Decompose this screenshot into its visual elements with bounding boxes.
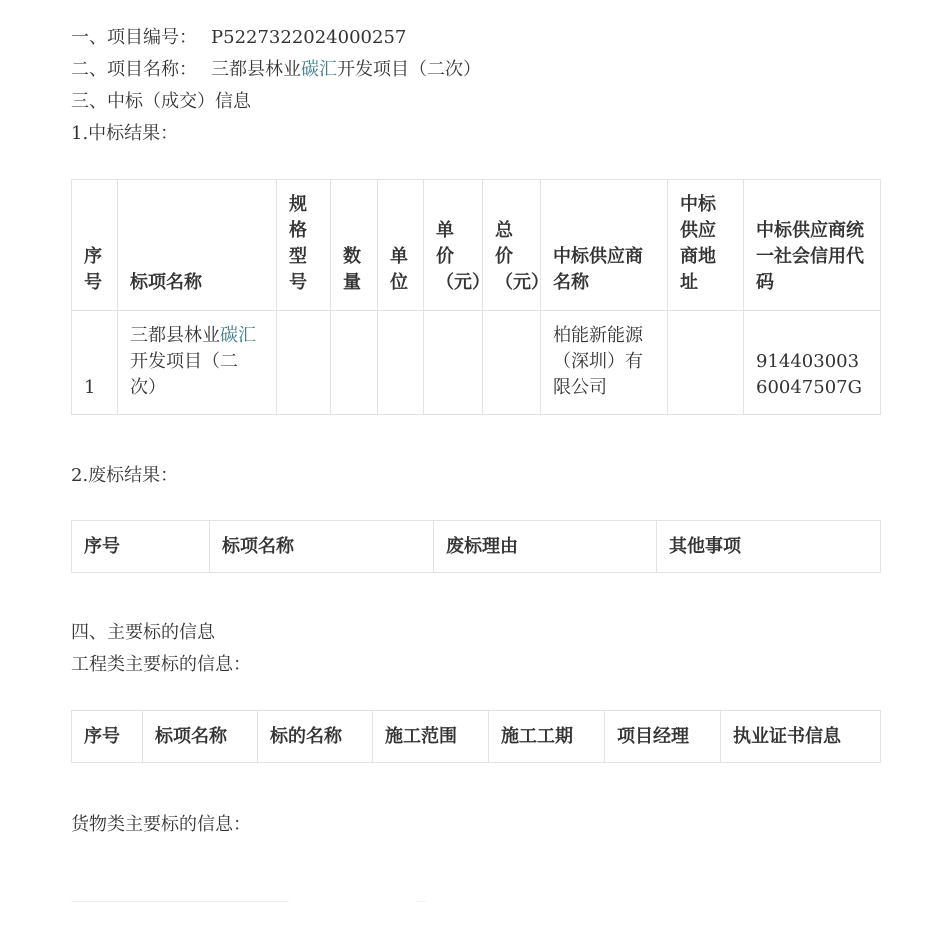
cell-supplier-name: 柏能新能源（深圳）有限公司 <box>541 311 668 415</box>
item-name-highlight: 碳汇 <box>220 325 256 346</box>
header-supplier-address: 中标供应商地址 <box>668 180 744 311</box>
project-number-line <box>71 22 406 54</box>
eng-header-subject-name: 标的名称 <box>258 711 373 763</box>
header-supplier-name: 中标供应商名称 <box>541 180 668 311</box>
eng-header-period: 施工工期 <box>489 711 605 763</box>
void-header-reason: 废标理由 <box>434 521 657 573</box>
eng-header-scope: 施工范围 <box>373 711 489 763</box>
award-table-header-row <box>72 180 881 311</box>
header-total-price: 总价（元） <box>483 180 541 311</box>
header-credit-code: 中标供应商统一社会信用代码 <box>744 180 881 311</box>
header-no: 序号 <box>72 180 118 311</box>
header-quantity: 数量 <box>331 180 378 311</box>
eng-header-certificate: 执业证书信息 <box>721 711 881 763</box>
table-edge-divider <box>416 901 426 902</box>
engineering-table-header-row <box>72 711 881 763</box>
void-header-no: 序号 <box>72 521 210 573</box>
cell-supplier-address <box>668 311 744 415</box>
cell-credit-code: 91440300360047507G <box>744 311 881 415</box>
engineering-subject-heading: 工程类主要标的信息： <box>71 654 251 675</box>
project-name-line <box>71 54 481 86</box>
cell-unit-price <box>424 311 483 415</box>
engineering-subject-table <box>71 710 881 763</box>
void-result-heading: 2.废标结果： <box>71 465 179 486</box>
table-row <box>72 311 881 415</box>
void-header-item-name: 标项名称 <box>210 521 434 573</box>
cell-total-price <box>483 311 541 415</box>
award-result-heading: 1.中标结果： <box>71 123 179 144</box>
project-name-highlight: 碳汇 <box>301 59 337 80</box>
award-info-heading: 三、中标（成交）信息 <box>71 91 251 112</box>
void-header-other: 其他事项 <box>657 521 881 573</box>
award-result-table <box>71 179 881 415</box>
cell-spec <box>277 311 331 415</box>
eng-header-item-name: 标项名称 <box>143 711 258 763</box>
cell-unit <box>378 311 424 415</box>
header-unit-price: 单价（元） <box>424 180 483 311</box>
main-subject-heading: 四、主要标的信息 <box>71 622 215 643</box>
project-number-value: P5227322024000257 <box>211 27 407 48</box>
table-edge-divider <box>71 901 289 902</box>
goods-subject-heading: 货物类主要标的信息： <box>71 814 251 835</box>
header-spec: 规格型号 <box>277 180 331 311</box>
cell-item-name <box>118 311 277 415</box>
eng-header-no: 序号 <box>72 711 143 763</box>
eng-header-manager: 项目经理 <box>605 711 721 763</box>
void-result-table <box>71 520 881 573</box>
item-name-pre: 三都县林业 <box>130 325 220 346</box>
project-name-pre: 三都县林业 <box>211 59 301 80</box>
project-number-label: 一、项目编号： <box>71 27 197 48</box>
cell-no: 1 <box>72 311 118 415</box>
cell-quantity <box>331 311 378 415</box>
void-table-header-row <box>72 521 881 573</box>
project-name-label: 二、项目名称： <box>71 59 197 80</box>
project-name-post: 开发项目（二次） <box>337 59 481 80</box>
header-item-name: 标项名称 <box>118 180 277 311</box>
header-unit: 单位 <box>378 180 424 311</box>
item-name-post: 开发项目（二次） <box>130 351 238 398</box>
